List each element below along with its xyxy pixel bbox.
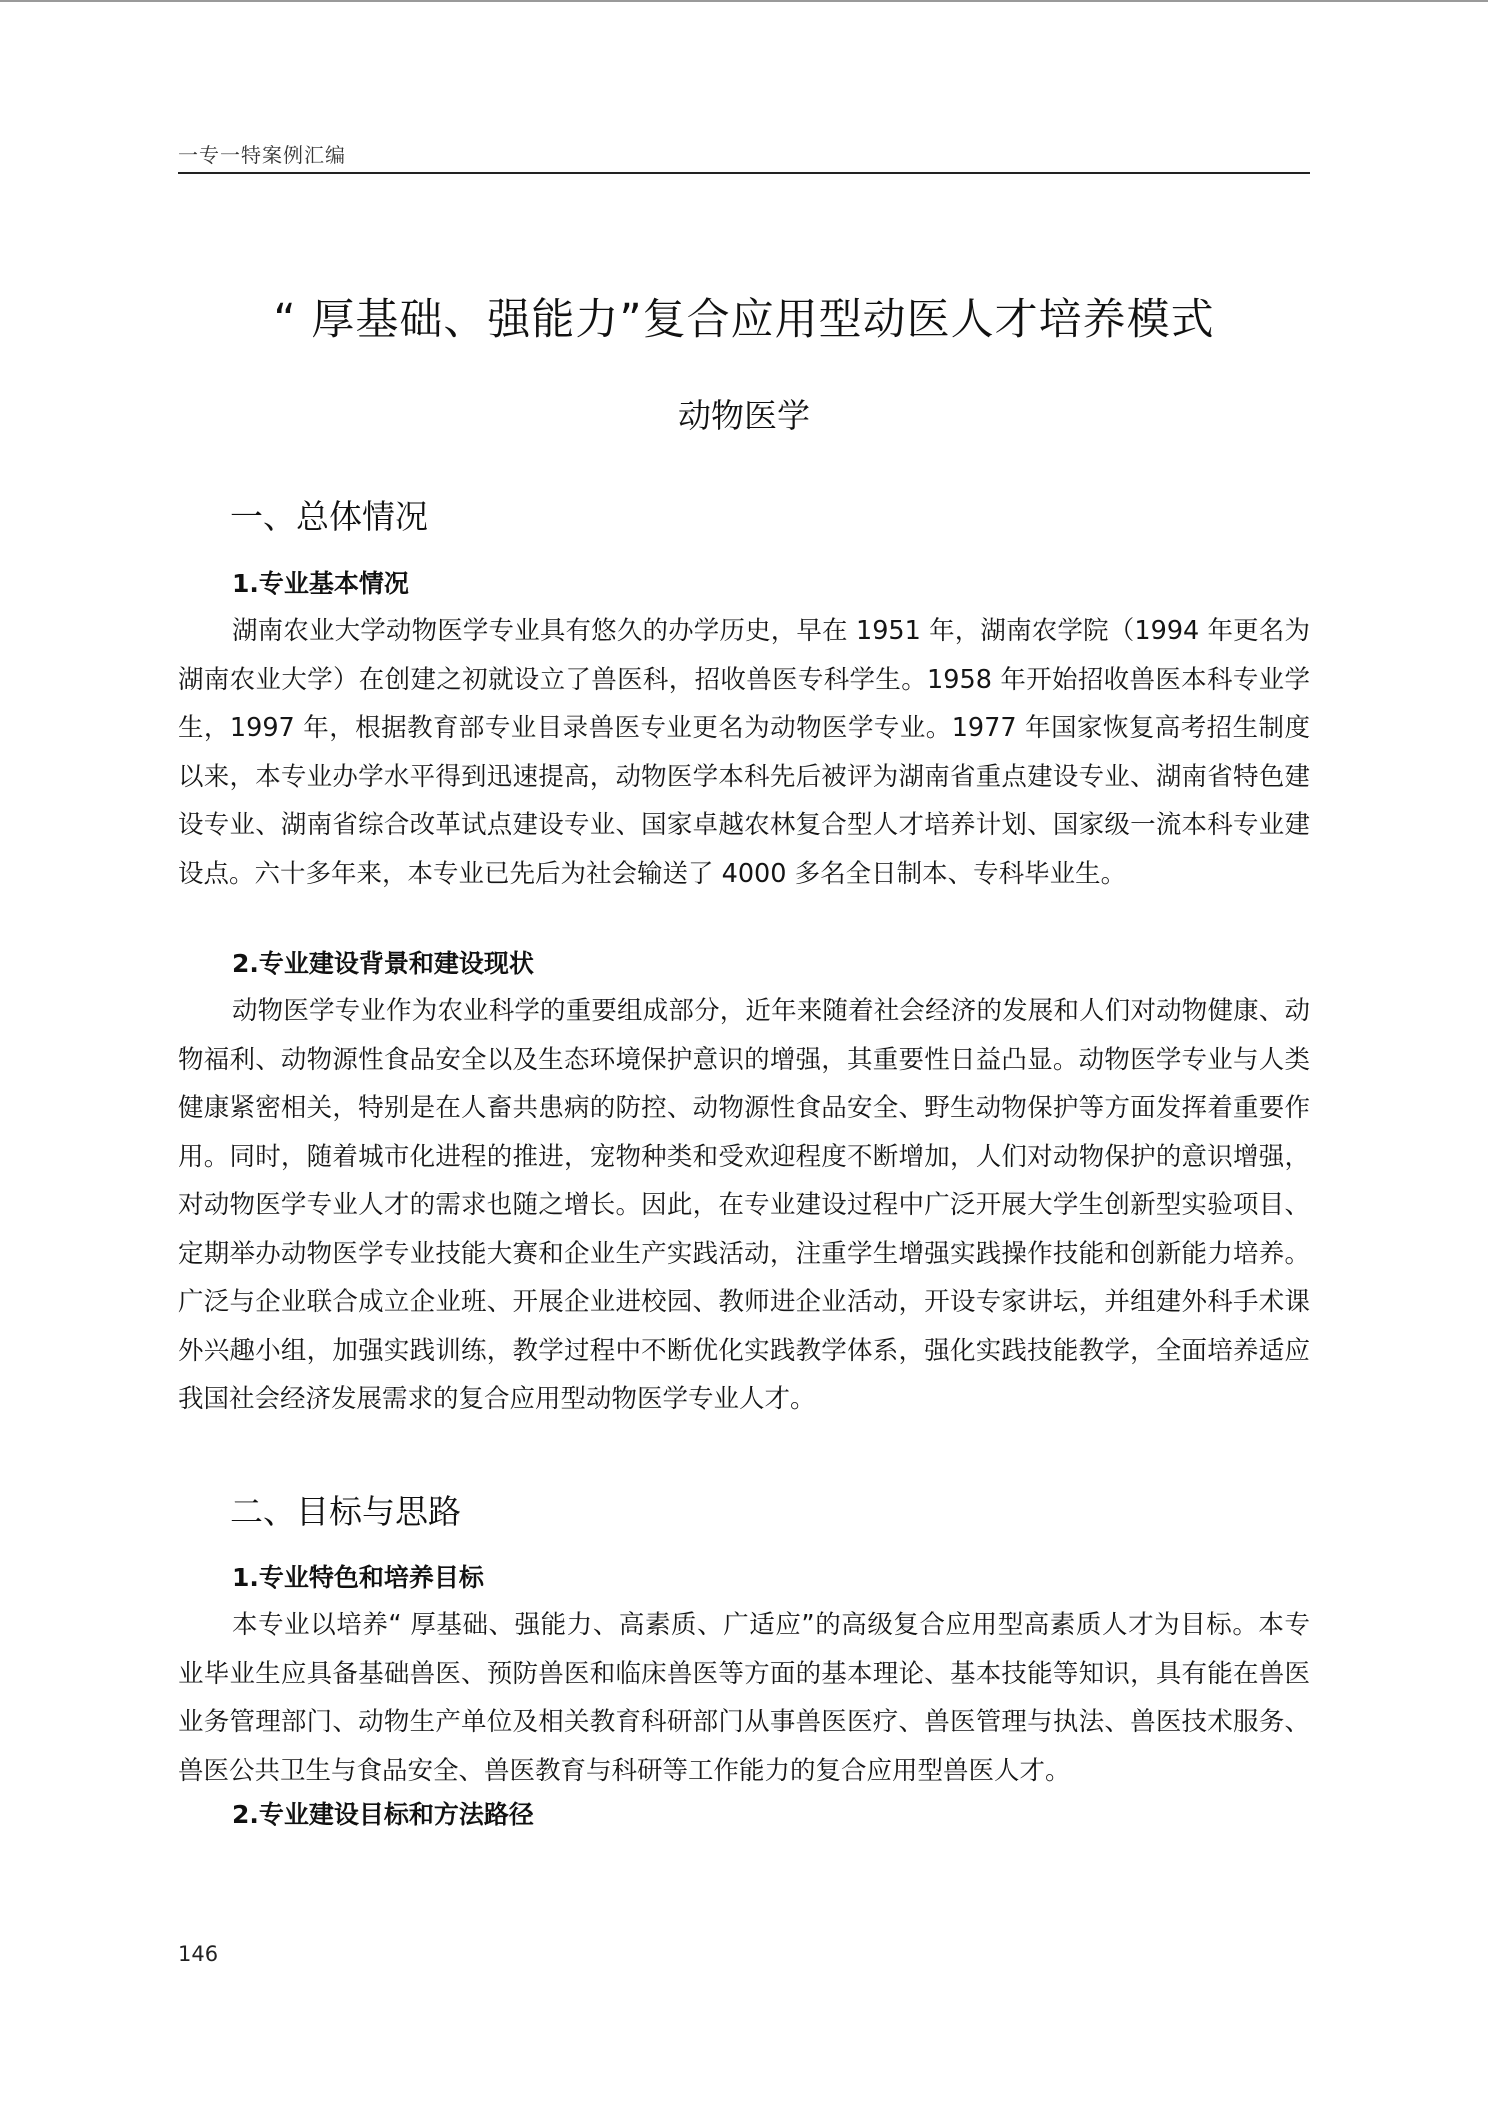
subsection-heading-basic-info: 1.专业基本情况	[232, 569, 409, 598]
article-title: “ 厚基础、强能力”复合应用型动医人才培养模式	[273, 295, 1215, 345]
section-heading-goals: 二、目标与思路	[230, 1492, 461, 1531]
subsection-heading-construction-goals: 2.专业建设目标和方法路径	[232, 1800, 534, 1829]
paragraph-basic-info: 湖南农业大学动物医学专业具有悠久的办学历史，早在 1951 年，湖南农学院（1994 年更名为湖南农业大学）在创建之初就设立了兽医科，招收兽医专科学生。1958 年开始招收兽医本科专业学生，1997 年，根据教育部专业目录兽医专业更名为动物医学专业。1977 年国家恢复高考招生制度以来，本专业办学水平得到迅速提高，动物医学本科先后被评为湖南省重点建设专业、湖南省特色建设专业、湖南省综合改革试点建设专业、国家卓越农林复合型人才培养计划、国家级一流本科专业建设点。六十多年来，本专业已先后为社会输送了 4000 多名全日制本、专科毕业生。	[178, 616, 1310, 889]
section-heading-overview: 一、总体情况	[230, 497, 428, 536]
subsection-heading-background: 2.专业建设背景和建设现状	[232, 949, 534, 978]
running-header-title: 一专一特案例汇编	[178, 143, 346, 167]
running-header	[178, 140, 1310, 174]
paragraph-features: 本专业以培养“ 厚基础、强能力、高素质、广适应”的高级复合应用型高素质人才为目标。本专业毕业生应具备基础兽医、预防兽医和临床兽医等方面的基本理论、基本技能等知识，具有能在兽医业务管理部门、动物生产单位及相关教育科研部门从事兽医医疗、兽医管理与执法、兽医技术服务、兽医公共卫生与食品安全、兽医教育与科研等工作能力的复合应用型兽医人才。	[178, 1610, 1310, 1786]
page-top-edge	[0, 0, 1488, 2]
article-subtitle: 动物医学	[678, 396, 810, 435]
page-number: 146	[178, 1942, 219, 1966]
subsection-heading-features: 1.专业特色和培养目标	[232, 1563, 484, 1592]
paragraph-background: 动物医学专业作为农业科学的重要组成部分，近年来随着社会经济的发展和人们对动物健康、动物福利、动物源性食品安全以及生态环境保护意识的增强，其重要性日益凸显。动物医学专业与人类健康紧密相关，特别是在人畜共患病的防控、动物源性食品安全、野生动物保护等方面发挥着重要作用。同时，随着城市化进程的推进，宠物种类和受欢迎程度不断增加，人们对动物保护的意识增强，对动物医学专业人才的需求也随之增长。因此，在专业建设过程中广泛开展大学生创新型实验项目、定期举办动物医学专业技能大赛和企业生产实践活动，注重学生增强实践操作技能和创新能力培养。广泛与企业联合成立企业班、开展企业进校园、教师进企业活动，开设专家讲坛，并组建外科手术课外兴趣小组，加强实践训练，教学过程中不断优化实践教学体系，强化实践技能教学，全面培养适应我国社会经济发展需求的复合应用型动物医学专业人才。	[178, 996, 1310, 1414]
